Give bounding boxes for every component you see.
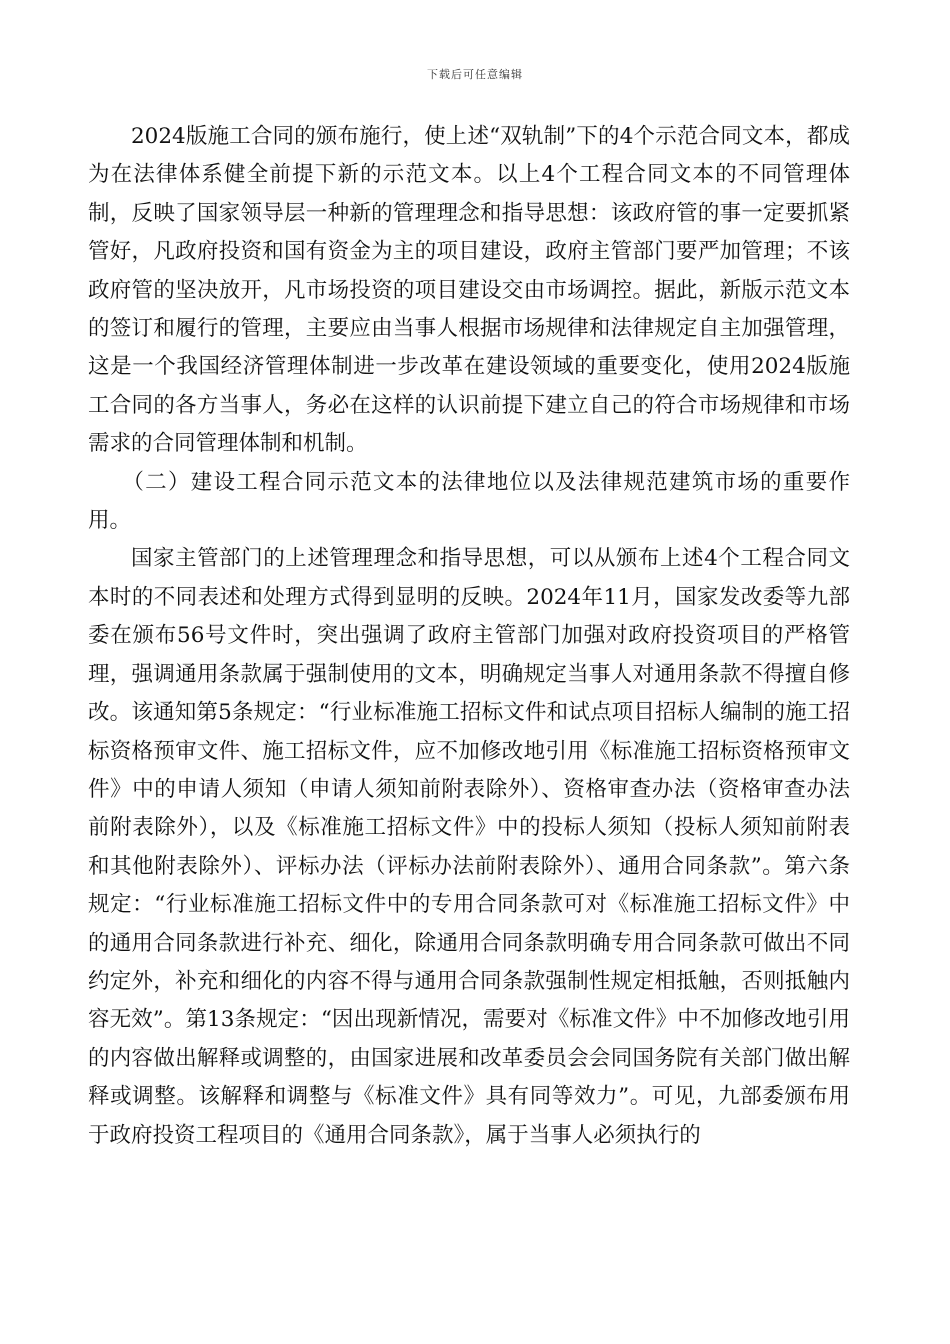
paragraph-new-contract-text: 2024版施工合同的颁布施行，使上述“双轨制”下的4个示范合同文本，都成为在法律体系健全前提下新的示范文本。以上4个工程合同文本的不同管理体制，反映了国家领导层一种新的管理理念和指导思想：该政府管的事一定要抓紧管好，凡政府投资和国有资金为主的项目建设，政府主管部门要严加管理；不该政府管的坚决放开，凡市场投资的项目建设交由市场调控。据此，新版示范文本的签订和履行的管理，主要应由当事人根据市场规律和法律规定自主加强管理，这是一个我国经济管理体制进一步改革在建设领域的重要变化，使用2024版施工合同的各方当事人，务必在这样的认识前提下建立自己的符合市场规律和市场需求的合同管理体制和机制。 — [88, 124, 850, 457]
section-heading-legal-status: （二）建设工程合同示范文本的法律地位以及法律规范建筑市场的重要作用。 — [88, 469, 850, 534]
paragraph-management-philosophy: 国家主管部门的上述管理理念和指导思想，可以从颁布上述4个工程合同文本时的不同表述和处理方式得到显明的反映。2024年11月，国家发改委等九部委在颁布56号文件时，突出强调了政府主管部门加强对政府投资项目的严格管理，强调通用条款属于强制使用的文本，明确规定当事人对通用条款不得擅自修改。该通知第5条规定：“行业标准施工招标文件和试点项目招标人编制的施工招标资格预审文件、施工招标文件，应不加修改地引用《标准施工招标资格预审文件》中的申请人须知（申请人须知前附表除外）、资格审查办法（资格审查办法前附表除外），以及《标准施工招标文件》中的投标人须知（投标人须知前附表和其他附表除外）、评标办法（评标办法前附表除外）、通用合同条款”。第六条规定：“行业标准施工招标文件中的专用合同条款可对《标准施工招标文件》中的通用合同条款进行补充、细化，除通用合同条款明确专用合同条款可做出不同约定外，补充和细化的内容不得与通用合同条款强制性规定相抵触，否则抵触内容无效”。第13条规定：“因出现新情况，需要对《标准文件》中不加修改地引用的内容做出解释或调整的，由国家进展和改革委员会会同国务院有关部门做出解释或调整。该解释和调整与《标准文件》具有同等效力”。可见，九部委颁布用于政府投资工程项目的《通用合同条款》，属于当事人必须执行的 — [88, 546, 850, 1148]
page-header: 下载后可任意编辑 — [427, 68, 523, 81]
document-body — [88, 118, 850, 1155]
